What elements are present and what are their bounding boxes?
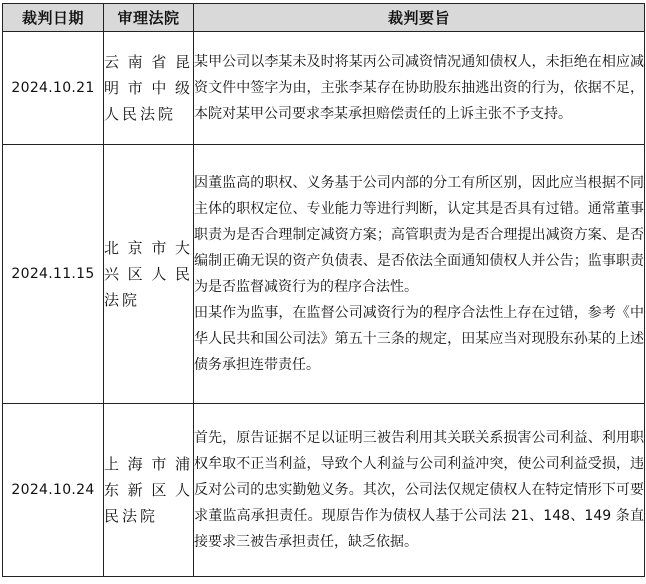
header-date: 裁判日期 (3, 4, 104, 32)
summary-paragraph: 因董监高的职权、义务基于公司内部的分工有所区别，因此应当根据不同主体的职权定位、专业能力等进行判断，认定其是否具有过错。通常董事职责为是否合理制定减资方案；高管职责为是否合理提出减资方案、是否编制正确无误的资产负债表、是否依法全面通知债权人并公告；监事职责为是否监督减资行为的程序合法性。 (194, 175, 644, 295)
header-summary: 裁判要旨 (194, 4, 645, 32)
header-court: 审理法院 (104, 4, 194, 32)
court-name: 北京市大兴区人民法院 (104, 145, 194, 404)
judgment-date: 2024.10.21 (3, 32, 104, 145)
summary-paragraph: 首先，原告证据不足以证明三被告利用其关联关系损害公司利益、利用职权牟取不正当利益，导致个人利益与公司利益冲突，使公司利益受损，违反对公司的忠实勤勉义务。其次，公司法仅规定债权人在特定情形下可要求董监高承担责任。现原告作为债权人基于公司法 21、148、149 条直接要求三被告承担责任，缺乏依据。 (194, 430, 644, 550)
court-name: 上海市浦东新区人民法院 (104, 404, 194, 577)
judgment-date: 2024.11.15 (3, 145, 104, 404)
header-row (3, 4, 645, 32)
summary-paragraph: 田某作为监事，在监督公司减资行为的程序合法性上存在过错，参考《中华人民共和国公司法》第五十三条的规定，田某应当对现股东孙某的上述债务承担连带责任。 (194, 305, 644, 373)
table-row (3, 145, 645, 404)
court-name: 云南省昆明市中级人民法院 (104, 32, 194, 145)
judgment-summary (194, 404, 645, 577)
judgment-summary (194, 32, 645, 145)
judgment-date: 2024.10.24 (3, 404, 104, 577)
judgment-table (2, 3, 645, 577)
summary-paragraph: 某甲公司以李某未及时将某丙公司减资情况通知债权人，未拒绝在相应减资文件中签字为由，主张李某存在协助股东抽逃出资的行为，依据不足，本院对某甲公司要求李某承担赔偿责任的上诉主张不予支持。 (194, 54, 644, 122)
table-row (3, 404, 645, 577)
judgment-summary (194, 145, 645, 404)
table-row (3, 32, 645, 145)
